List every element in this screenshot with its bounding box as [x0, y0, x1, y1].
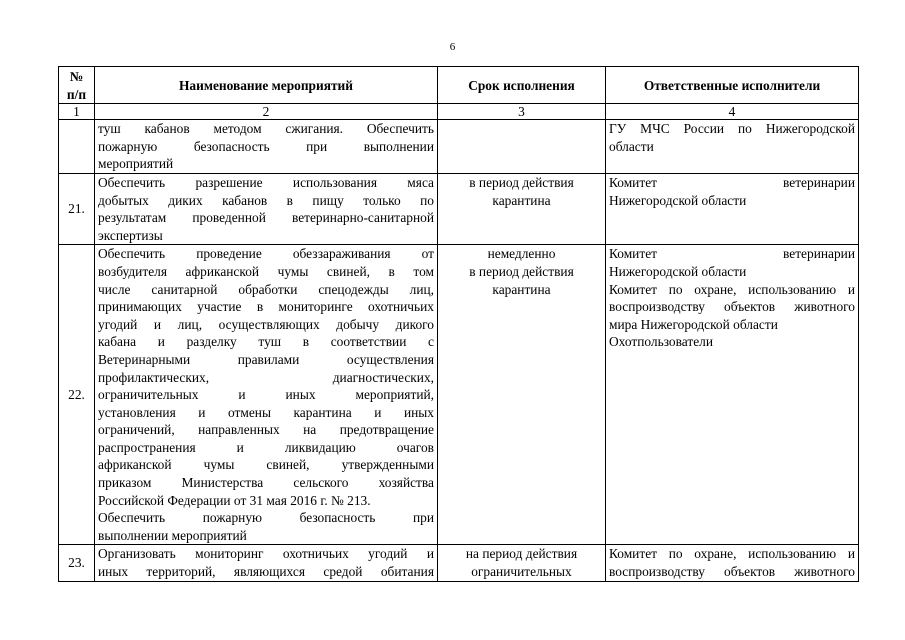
- measure-cell: [95, 545, 438, 581]
- responsible-text-line: ГУ МЧС России по Нижегородской: [609, 121, 855, 137]
- table-row: [59, 545, 859, 581]
- measure-text-line: числе санитарной обработки спецодежды лиц,: [98, 281, 434, 297]
- responsible-text-line: Нижегородской области: [609, 192, 747, 208]
- term-text-line: в период действия: [469, 174, 574, 190]
- term-text-line: немедленно: [487, 246, 556, 262]
- column-number-row: [59, 104, 859, 120]
- column-number: 3: [438, 104, 606, 120]
- row-number: 21.: [59, 173, 95, 244]
- row-number: [59, 120, 95, 174]
- measure-text-line: Организовать мониторинг охотничьих угодий и: [98, 546, 434, 562]
- responsible-text-line: Охотпользователи: [609, 334, 713, 350]
- header-number: [59, 67, 95, 104]
- header-number-line2: п/п: [66, 86, 87, 102]
- term-text-line: карантина: [492, 281, 551, 297]
- table-row: [59, 173, 859, 244]
- row-number: 22.: [59, 245, 95, 545]
- measure-text-line: ограничений, направленных на предотвращение: [98, 422, 434, 438]
- measure-cell: [95, 245, 438, 545]
- responsible-cell: [606, 545, 859, 581]
- row-number: 23.: [59, 545, 95, 581]
- measure-cell: [95, 120, 438, 174]
- responsible-text-line: Комитет ветеринарии: [609, 246, 855, 262]
- term-cell: [438, 120, 606, 174]
- measure-text-line: Обеспечить пожарную безопасность при: [98, 510, 434, 526]
- measure-text-line: принимающих участие в мониторинге охотничьих: [98, 299, 434, 315]
- term-text-line: ограничительных: [471, 564, 572, 580]
- measure-text-line: установления и отмены карантина и иных: [98, 404, 434, 420]
- responsible-cell: [606, 245, 859, 545]
- measure-text-line: Обеспечить разрешение использования мяса: [98, 174, 434, 190]
- term-cell: [438, 545, 606, 581]
- header-row: [59, 67, 859, 104]
- measure-text-line: пожарную безопасность при выполнении: [98, 138, 434, 154]
- responsible-text-line: воспроизводству объектов животного: [609, 564, 855, 580]
- measure-text-line: африканской чумы свиней, утвержденными: [98, 457, 434, 473]
- measure-text-line: кабана и разделку туш в соответствии с: [98, 334, 434, 350]
- measure-text-line: профилактических, диагностических,: [98, 369, 434, 385]
- measure-text-line: экспертизы: [98, 227, 163, 243]
- term-text-line: карантина: [492, 192, 551, 208]
- term-text-line: в период действия: [469, 263, 574, 279]
- responsible-cell: [606, 173, 859, 244]
- responsible-text-line: Комитет по охране, использованию и: [609, 281, 855, 297]
- header-measure-name: Наименование мероприятий: [95, 67, 438, 104]
- measure-text-line: мероприятий: [98, 156, 174, 172]
- measure-text-line: угодий и лиц, осуществляющих добычу дикого: [98, 316, 434, 332]
- measure-text-line: Обеспечить проведение обеззараживания от: [98, 246, 434, 262]
- term-text-line: на период действия: [465, 546, 578, 562]
- table-row: [59, 245, 859, 545]
- responsible-text-line: Комитет по охране, использованию и: [609, 546, 855, 562]
- measure-text-line: распространения и ликвидацию очагов: [98, 439, 434, 455]
- measure-text-line: результатам проведенной ветеринарно-санитарной: [98, 210, 434, 226]
- column-number: 1: [59, 104, 95, 120]
- responsible-text-line: области: [609, 138, 654, 154]
- measure-text-line: иных территорий, являющихся средой обитания: [98, 564, 434, 580]
- measure-cell: [95, 173, 438, 244]
- header-responsible: Ответственные исполнители: [606, 67, 859, 104]
- page-number: 6: [449, 41, 456, 53]
- table-row: [59, 120, 859, 174]
- measures-table: [58, 66, 859, 582]
- header-number-line1: №: [69, 69, 84, 84]
- measure-text-line: добытых диких кабанов в пищу только по: [98, 192, 434, 208]
- responsible-text-line: воспроизводству объектов животного: [609, 299, 855, 315]
- measure-text-line: выполнении мероприятий: [98, 527, 247, 543]
- header-term: Срок исполнения: [438, 67, 606, 104]
- table-body: [59, 120, 859, 581]
- measure-text-line: ограничительных и иных мероприятий,: [98, 387, 434, 403]
- term-cell: [438, 173, 606, 244]
- responsible-cell: [606, 120, 859, 174]
- measure-text-line: возбудителя африканской чумы свиней, в том: [98, 263, 434, 279]
- column-number: 4: [606, 104, 859, 120]
- measure-text-line: туш кабанов методом сжигания. Обеспечить: [98, 121, 434, 137]
- responsible-text-line: Нижегородской области: [609, 263, 747, 279]
- column-number: 2: [95, 104, 438, 120]
- responsible-text-line: мира Нижегородской области: [609, 316, 778, 332]
- measure-text-line: Ветеринарными правилами осуществления: [98, 351, 434, 367]
- responsible-text-line: Комитет ветеринарии: [609, 174, 855, 190]
- measure-text-line: Российской Федерации от 31 мая 2016 г. № 213.: [98, 492, 371, 508]
- term-cell: [438, 245, 606, 545]
- measure-text-line: приказом Министерства сельского хозяйства: [98, 475, 434, 491]
